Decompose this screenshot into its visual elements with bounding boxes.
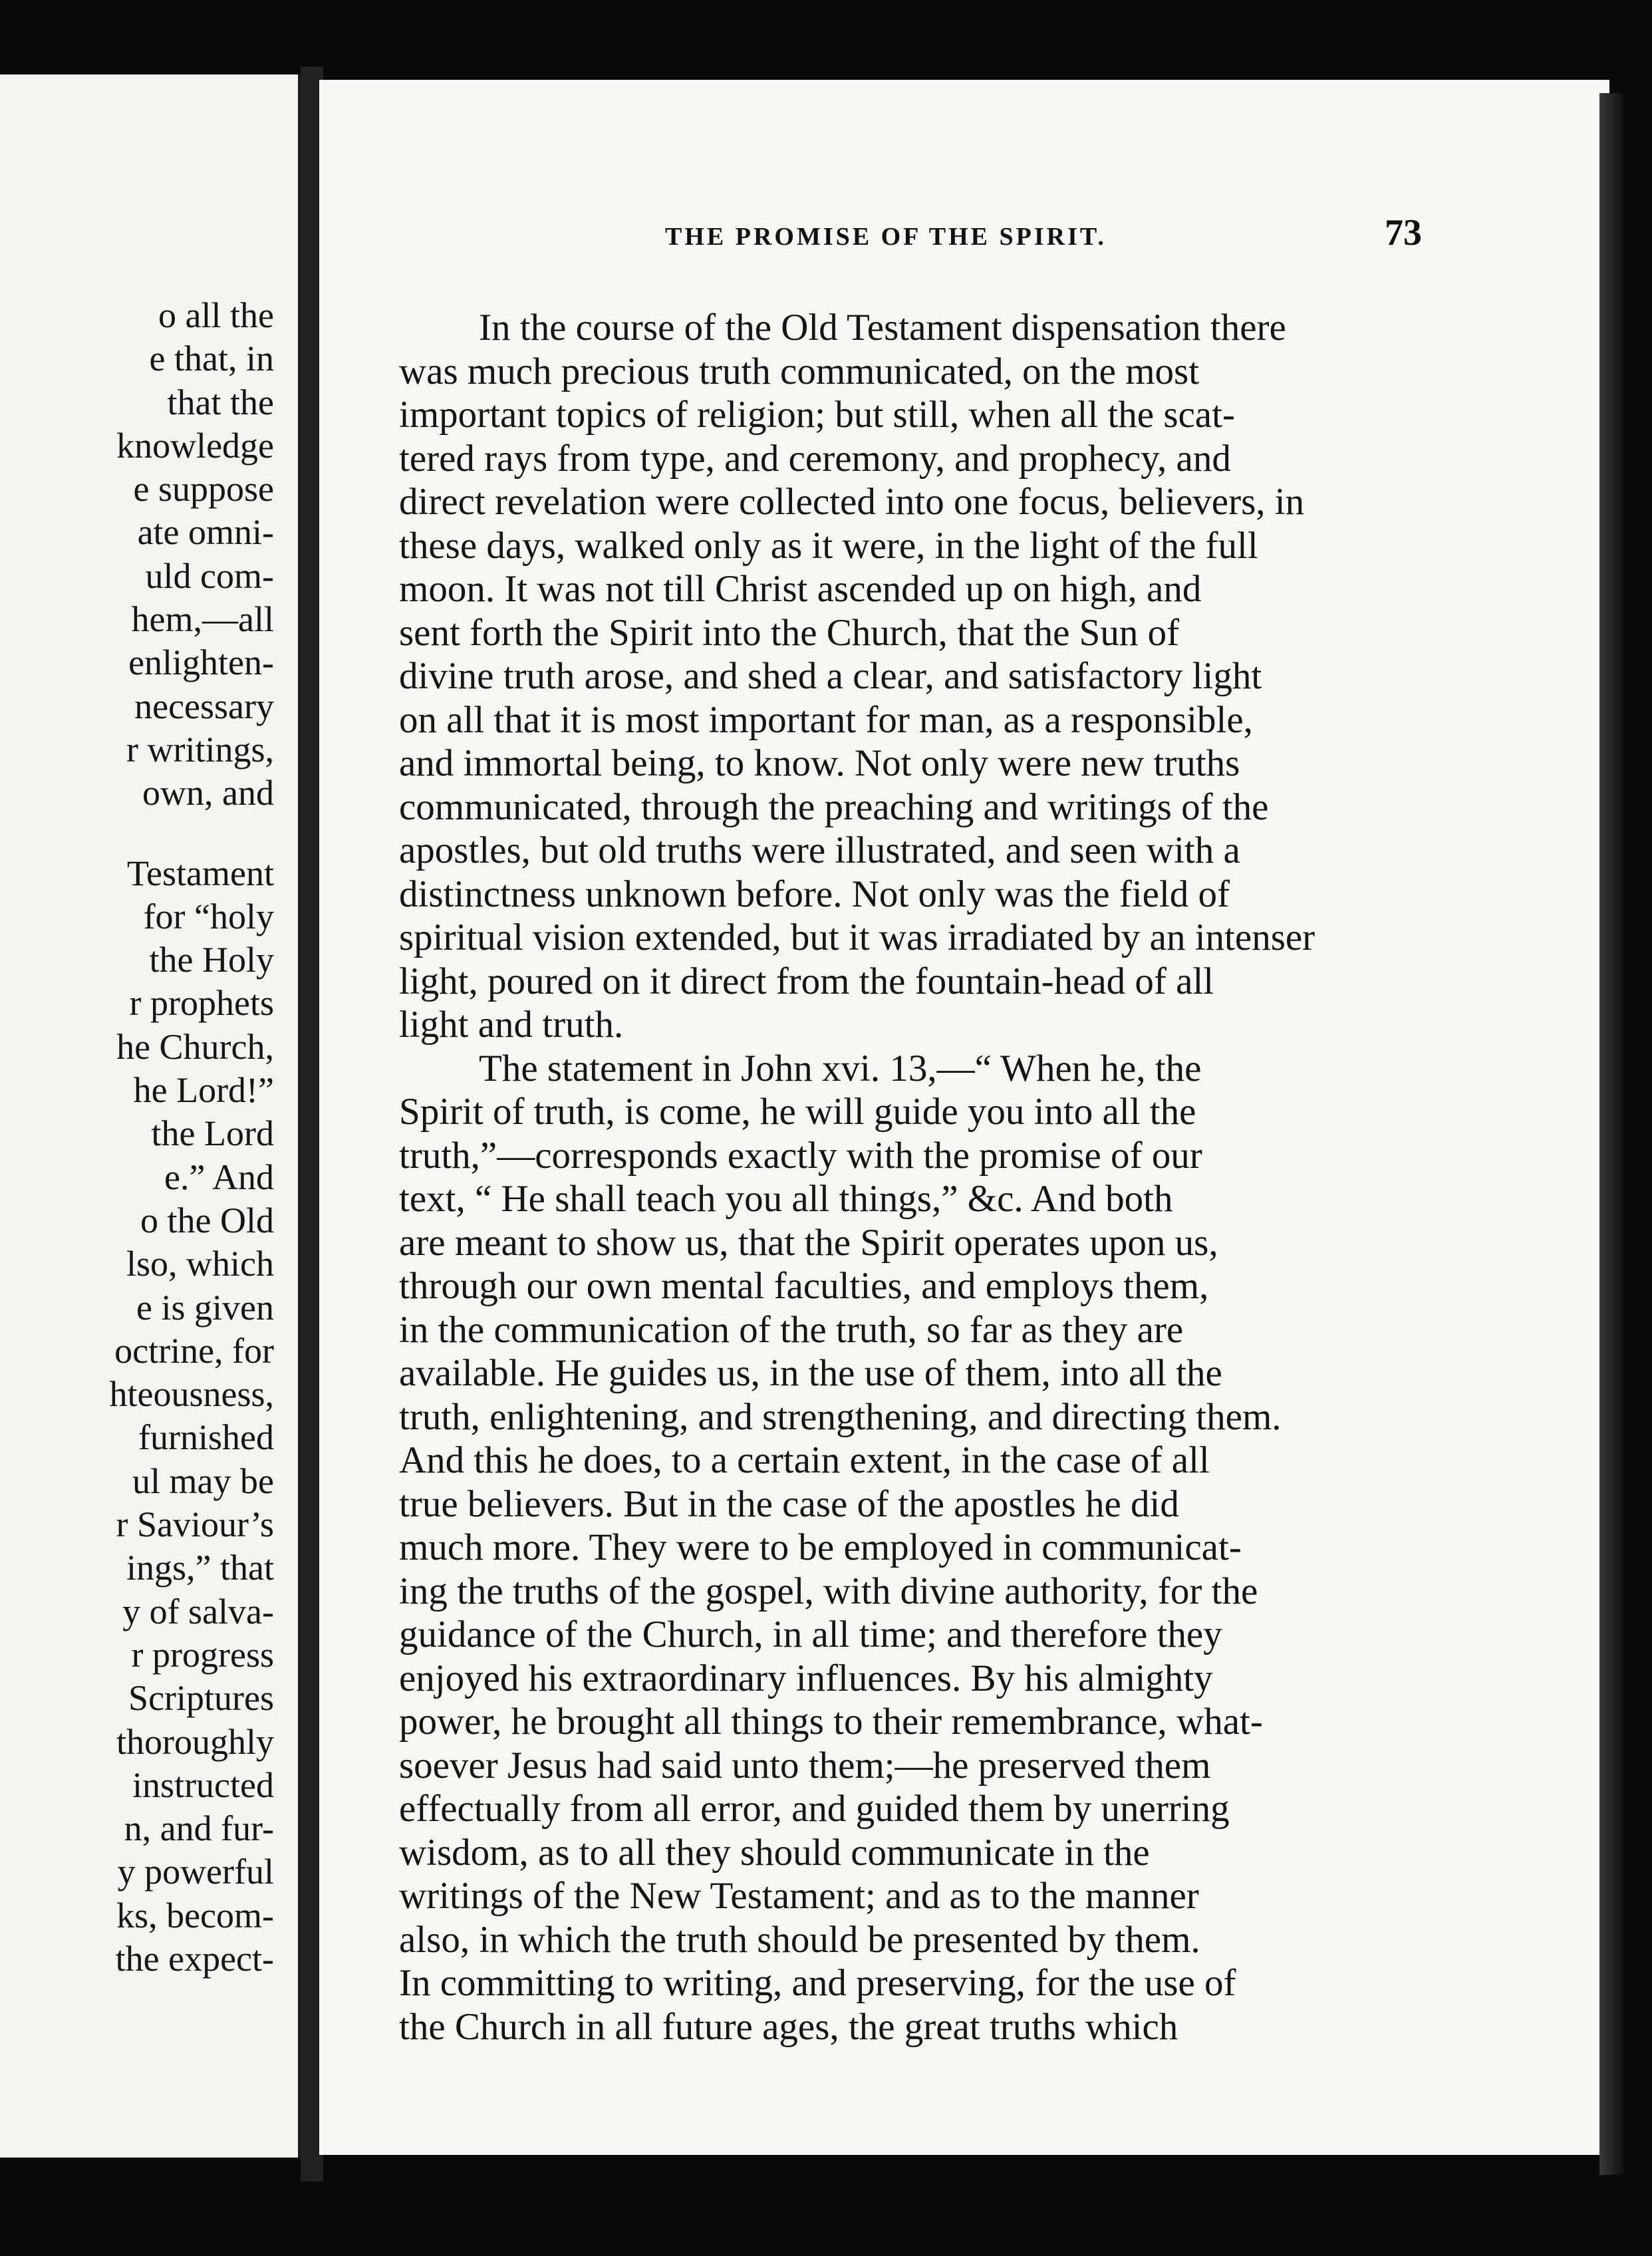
body-line <box>399 1918 1430 1962</box>
left-page-line: e that, in <box>149 339 274 379</box>
body-line <box>399 1090 1430 1134</box>
body-line <box>399 1395 1430 1439</box>
body-line-text: on all that it is most important for man, as a responsible, <box>399 698 1253 741</box>
left-page-line: he Lord!” <box>133 1070 274 1111</box>
left-page-gap <box>0 815 274 852</box>
body-line-text: true believers. But in the case of the apostles he did <box>399 1482 1179 1525</box>
body-line <box>399 2005 1430 2049</box>
left-page-line: ings,” that <box>126 1548 274 1588</box>
body-line-text: power, he brought all things to their remembrance, what- <box>399 1701 1263 1743</box>
running-head: THE PROMISE OF THE SPIRIT. <box>665 223 1107 251</box>
left-page-line: instructed <box>132 1764 274 1805</box>
body-line <box>399 1134 1430 1178</box>
body-line <box>399 1657 1430 1701</box>
left-page-line: octrine, for <box>114 1330 274 1371</box>
left-page-line: o the Old <box>140 1200 274 1240</box>
body-line <box>399 1177 1430 1221</box>
body-line-text: and immortal being, to know. Not only were new truths <box>399 742 1240 784</box>
left-page-line: hem,—all <box>131 599 274 640</box>
body-line-text: also, in which the truth should be presented by them. <box>399 1918 1200 1961</box>
body-line-text: soever Jesus had said unto them;—he preserved them <box>399 1744 1211 1786</box>
paragraph-first-line <box>399 306 1430 350</box>
page-number: 73 <box>1385 212 1422 253</box>
body-line <box>399 350 1430 394</box>
left-page-line: knowledge <box>116 425 274 466</box>
left-page-line: thoroughly <box>116 1721 274 1762</box>
left-page-line: enlighten- <box>128 642 274 683</box>
body-line <box>399 916 1430 960</box>
left-page-line: that the <box>167 382 274 422</box>
body-line <box>399 1003 1430 1047</box>
body-line-text: moon. It was not till Christ ascended up on high, and <box>399 568 1202 610</box>
body-line <box>399 873 1430 916</box>
body-line-text: divine truth arose, and shed a clear, and satisfactory light <box>399 655 1262 697</box>
body-line-text: these days, walked only as it were, in the light of the full <box>399 524 1258 567</box>
left-page-line: ul may be <box>132 1461 274 1501</box>
left-page-line: for “holy <box>143 896 274 936</box>
body-line <box>399 1700 1430 1744</box>
body-line-text: In committing to writing, and preserving, for the use of <box>399 1962 1236 2004</box>
left-page-line: the Lord <box>151 1113 274 1154</box>
body-line-text: The statement in John xvi. 13,—“ When he, the <box>479 1047 1202 1089</box>
left-page-line: ks, becom- <box>116 1895 274 1935</box>
body-line-text: enjoyed his extraordinary influences. By his almighty <box>399 1657 1213 1699</box>
body-line-text: light and truth. <box>399 1004 624 1046</box>
body-line-text: distinctness unknown before. Not only was the field of <box>399 873 1230 915</box>
left-page-line: he Church, <box>116 1026 274 1067</box>
body-line-text: truth,”—corresponds exactly with the promise of our <box>399 1134 1202 1177</box>
body-line <box>399 1831 1430 1875</box>
left-page-line: Scriptures <box>128 1678 274 1719</box>
left-page-line: y powerful <box>117 1852 274 1892</box>
body-line-text: are meant to show us, that the Spirit operates upon us, <box>399 1221 1218 1264</box>
body-line-text: Spirit of truth, is come, he will guide you into all the <box>399 1091 1196 1133</box>
left-page-line: r progress <box>131 1634 274 1675</box>
body-line-text: guidance of the Church, in all time; and therefore they <box>399 1614 1222 1655</box>
body-line-text: communicated, through the preaching and writings of the <box>399 785 1269 828</box>
body-line <box>399 698 1430 742</box>
body-line <box>399 1221 1430 1265</box>
body-line <box>399 742 1430 785</box>
body-line <box>399 524 1430 568</box>
left-page-line: the expect- <box>115 1938 274 1979</box>
body-line <box>399 1351 1430 1395</box>
body-line <box>399 1961 1430 2005</box>
body-line <box>399 1482 1430 1526</box>
body-line-text: was much precious truth communicated, on the most <box>399 350 1200 392</box>
body-line <box>399 437 1430 481</box>
body-line <box>399 1787 1430 1831</box>
body-line-text: In the course of the Old Testament dispensation there <box>479 307 1286 349</box>
body-line-text: in the communication of the truth, so far as they are <box>399 1308 1184 1351</box>
left-page-line: lso, which <box>126 1244 274 1284</box>
left-page-line: r Saviour’s <box>116 1504 274 1545</box>
body-line <box>399 1264 1430 1308</box>
body-line-text: wisdom, as to all they should communicate in the <box>399 1831 1150 1874</box>
body-line-text: sent forth the Spirit into the Church, that the Sun of <box>399 611 1180 654</box>
body-line <box>399 567 1430 611</box>
body-line-text: ing the truths of the gospel, with divine authority, for the <box>399 1570 1258 1612</box>
body-line-text: available. He guides us, in the use of them, into all the <box>399 1352 1222 1394</box>
paragraph-first-line <box>399 1047 1430 1091</box>
body-line <box>399 1744 1430 1788</box>
body-line <box>399 785 1430 829</box>
body-line-text: important topics of religion; but still, when all the scat- <box>399 394 1235 436</box>
body-line <box>399 1308 1430 1352</box>
body-line <box>399 480 1430 524</box>
body-line <box>399 611 1430 655</box>
body-line-text: direct revelation were collected into one focus, believers, in <box>399 481 1305 523</box>
left-page-line: n, and fur- <box>124 1808 274 1849</box>
body-line <box>399 829 1430 873</box>
left-page-line: e is given <box>136 1287 274 1328</box>
left-page-line: r writings, <box>126 729 274 770</box>
body-line-text: text, “ He shall teach you all things,” &c. And both <box>399 1178 1173 1220</box>
body-line <box>399 1526 1430 1570</box>
left-page-line: uld com- <box>145 555 274 596</box>
body-line-text: truth, enlightening, and strengthening, and directing them. <box>399 1395 1282 1438</box>
body-line-text: apostles, but old truths were illustrated, and seen with a <box>399 829 1240 871</box>
body-text <box>399 306 1430 2048</box>
left-page-line: r prophets <box>129 983 274 1024</box>
body-line <box>399 1570 1430 1614</box>
body-line <box>399 1613 1430 1657</box>
left-page-line: ate omni- <box>137 512 274 553</box>
body-line-text: through our own mental faculties, and employs them, <box>399 1265 1209 1307</box>
left-page-line: e suppose <box>133 469 274 509</box>
body-line <box>399 393 1430 437</box>
left-page-line: own, and <box>142 773 274 813</box>
left-page-line: e.” And <box>164 1157 274 1197</box>
body-line <box>399 960 1430 1004</box>
body-line-text: light, poured on it direct from the fountain-head of all <box>399 960 1214 1002</box>
body-line-text: And this he does, to a certain extent, in the case of all <box>399 1439 1210 1481</box>
body-line-text: effectually from all error, and guided them by unerring <box>399 1788 1230 1830</box>
left-page-line: furnished <box>138 1417 274 1458</box>
left-page-fragment <box>0 74 302 2158</box>
page-edge <box>1599 93 1623 2175</box>
body-line-text: spiritual vision extended, but it was irradiated by an intenser <box>399 916 1315 958</box>
body-line <box>399 1874 1430 1918</box>
left-page-line: hteousness, <box>109 1374 274 1415</box>
left-page-line: necessary <box>134 686 274 726</box>
left-page-line: y of salva- <box>122 1591 274 1631</box>
body-line-text: the Church in all future ages, the great truths which <box>399 2005 1178 2048</box>
body-line <box>399 654 1430 698</box>
body-line-text: tered rays from type, and ceremony, and prophecy, and <box>399 437 1231 480</box>
left-page-line: o all the <box>158 295 274 335</box>
body-line-text: writings of the New Testament; and as to the manner <box>399 1875 1199 1917</box>
body-line-text: much more. They were to be employed in communicat- <box>399 1526 1242 1568</box>
left-page-line: the Holy <box>149 940 274 980</box>
left-page-text <box>0 294 274 1981</box>
body-line <box>399 1439 1430 1482</box>
left-page-line: Testament <box>126 853 274 893</box>
